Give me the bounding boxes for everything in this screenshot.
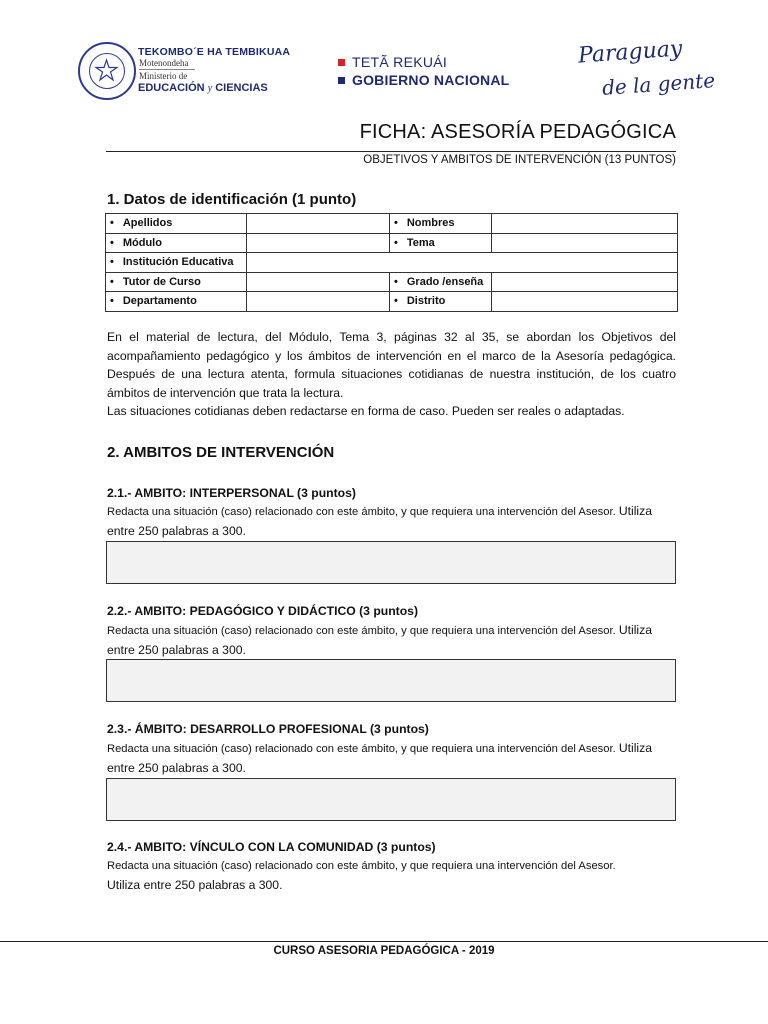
document-subtitle: OBJETIVOS Y AMBITOS DE INTERVENCIÓN (13 PUNTOS): [363, 154, 676, 166]
table-row: [106, 233, 678, 253]
instruction-text: Redacta una situación (caso) relacionado con este ámbito, y que requiera una intervención del Asesor.: [107, 625, 616, 637]
ambito-interpersonal-answer-box[interactable]: [106, 541, 676, 584]
page-footer: CURSO ASESORIA PEDAGÓGICA - 2019: [273, 945, 495, 957]
label-apellidos: • Apellidos: [106, 214, 247, 234]
ambito-desarrollo-answer-box[interactable]: [106, 778, 676, 821]
ambito-desarrollo-instruction: [107, 739, 677, 779]
government-red-square-icon: [338, 59, 345, 66]
field-tema[interactable]: [492, 233, 678, 253]
label-tutor: • Tutor de Curso: [106, 272, 247, 292]
slogan-line2: de la gente: [601, 68, 716, 100]
ambito-pedagogico-instruction: [107, 621, 677, 661]
label-nombres: • Nombres: [390, 214, 492, 234]
instruction-word-count: entre 250 palabras a 300.: [107, 761, 246, 775]
ambito-pedagogico-heading: 2.2.- AMBITO: PEDAGÓGICO Y DIDÁCTICO (3 puntos): [107, 604, 419, 618]
field-apellidos[interactable]: [247, 214, 390, 234]
ambito-comunidad-instruction: [107, 857, 677, 896]
ministry-name-conjunction: y: [207, 83, 213, 94]
government-name-spanish: GOBIERNO NACIONAL: [352, 72, 510, 88]
instruction-text: Redacta una situación (caso) relacionado con este ámbito, y que requiera una intervención del Asesor.: [107, 860, 616, 872]
label-modulo: • Módulo: [106, 233, 247, 253]
ministry-name-guarani: TEKOMBO´E HA TEMBIKUAA: [138, 46, 291, 58]
identification-table: [105, 213, 678, 312]
ministry-name-part1: EDUCACIÓN: [138, 82, 205, 94]
ambito-desarrollo-heading: 2.3.- ÁMBITO: DESARROLLO PROFESIONAL (3 puntos): [107, 722, 429, 736]
slogan-line1: Paraguay: [577, 36, 684, 69]
ambito-pedagogico-answer-box[interactable]: [106, 659, 676, 702]
ministry-divider: [139, 69, 195, 70]
ministry-name-part2: CIENCIAS: [215, 82, 268, 94]
label-departamento: • Departamento: [106, 292, 247, 312]
ambito-interpersonal-heading: 2.1.- AMBITO: INTERPERSONAL (3 puntos): [107, 486, 356, 500]
seal-star-ring: [89, 53, 125, 89]
field-grado[interactable]: [492, 272, 678, 292]
star-icon: [90, 54, 123, 87]
field-institucion[interactable]: [247, 253, 678, 273]
document-title: FICHA: ASESORÍA PEDAGÓGICA: [359, 121, 676, 143]
label-grado: • Grado /enseña: [390, 272, 492, 292]
ministry-subtitle-guarani: Motenondeha: [139, 58, 189, 68]
table-row: [106, 214, 678, 234]
instructions-text: En el material de lectura, del Módulo, Tema 3, páginas 32 al 35, se abordan los Objetivos del acompañamiento pedagógico y los ámbitos de intervención en el marco de la Asesoría pedagógica. Después de una lectura atenta, formula situaciones cotidianas de nuestra institución, de los cuatro ámbitos de intervención que trata la lectura.: [107, 330, 676, 400]
field-distrito[interactable]: [492, 292, 678, 312]
ministry-name-spanish: [138, 82, 268, 94]
field-nombres[interactable]: [492, 214, 678, 234]
ambito-interpersonal-instruction: [107, 502, 677, 542]
instruction-text: Redacta una situación (caso) relacionado con este ámbito, y que requiera una intervención del Asesor.: [107, 506, 616, 518]
title-divider: [106, 151, 676, 152]
ambito-comunidad-heading: 2.4.- AMBITO: VÍNCULO CON LA COMUNIDAD (3 puntos): [107, 840, 436, 854]
ministry-seal-logo: [78, 42, 136, 100]
government-blue-square-icon: [338, 77, 345, 84]
field-departamento[interactable]: [247, 292, 390, 312]
label-distrito: • Distrito: [390, 292, 492, 312]
instruction-emphasis: Utiliza: [618, 623, 653, 637]
label-tema: • Tema: [390, 233, 492, 253]
instruction-emphasis: Utiliza: [618, 741, 653, 755]
instruction-emphasis: Utiliza: [618, 504, 653, 518]
government-name-guarani: TETÃ REKUÁI: [352, 54, 448, 70]
section1-heading: 1. Datos de identificación (1 punto): [107, 191, 357, 208]
field-tutor[interactable]: [247, 272, 390, 292]
instruction-word-count: entre 250 palabras a 300.: [107, 524, 246, 538]
instruction-word-count: entre 250 palabras a 300.: [107, 643, 246, 657]
instruction-text: Redacta una situación (caso) relacionado con este ámbito, y que requiera una intervención del Asesor.: [107, 743, 616, 755]
table-row: [106, 292, 678, 312]
footer-divider: [0, 941, 768, 942]
table-row: [106, 272, 678, 292]
field-modulo[interactable]: [247, 233, 390, 253]
table-row: [106, 253, 678, 273]
label-institucion: • Institución Educativa: [106, 253, 247, 273]
instructions-paragraph: [107, 328, 676, 421]
instructions-note: Las situaciones cotidianas deben redactarse en forma de caso. Pueden ser reales o adaptadas.: [107, 404, 625, 419]
ministry-label: Ministerio de: [139, 71, 188, 81]
instruction-word-count: Utiliza entre 250 palabras a 300.: [107, 878, 283, 892]
section2-heading: 2. AMBITOS DE INTERVENCIÓN: [107, 444, 335, 461]
